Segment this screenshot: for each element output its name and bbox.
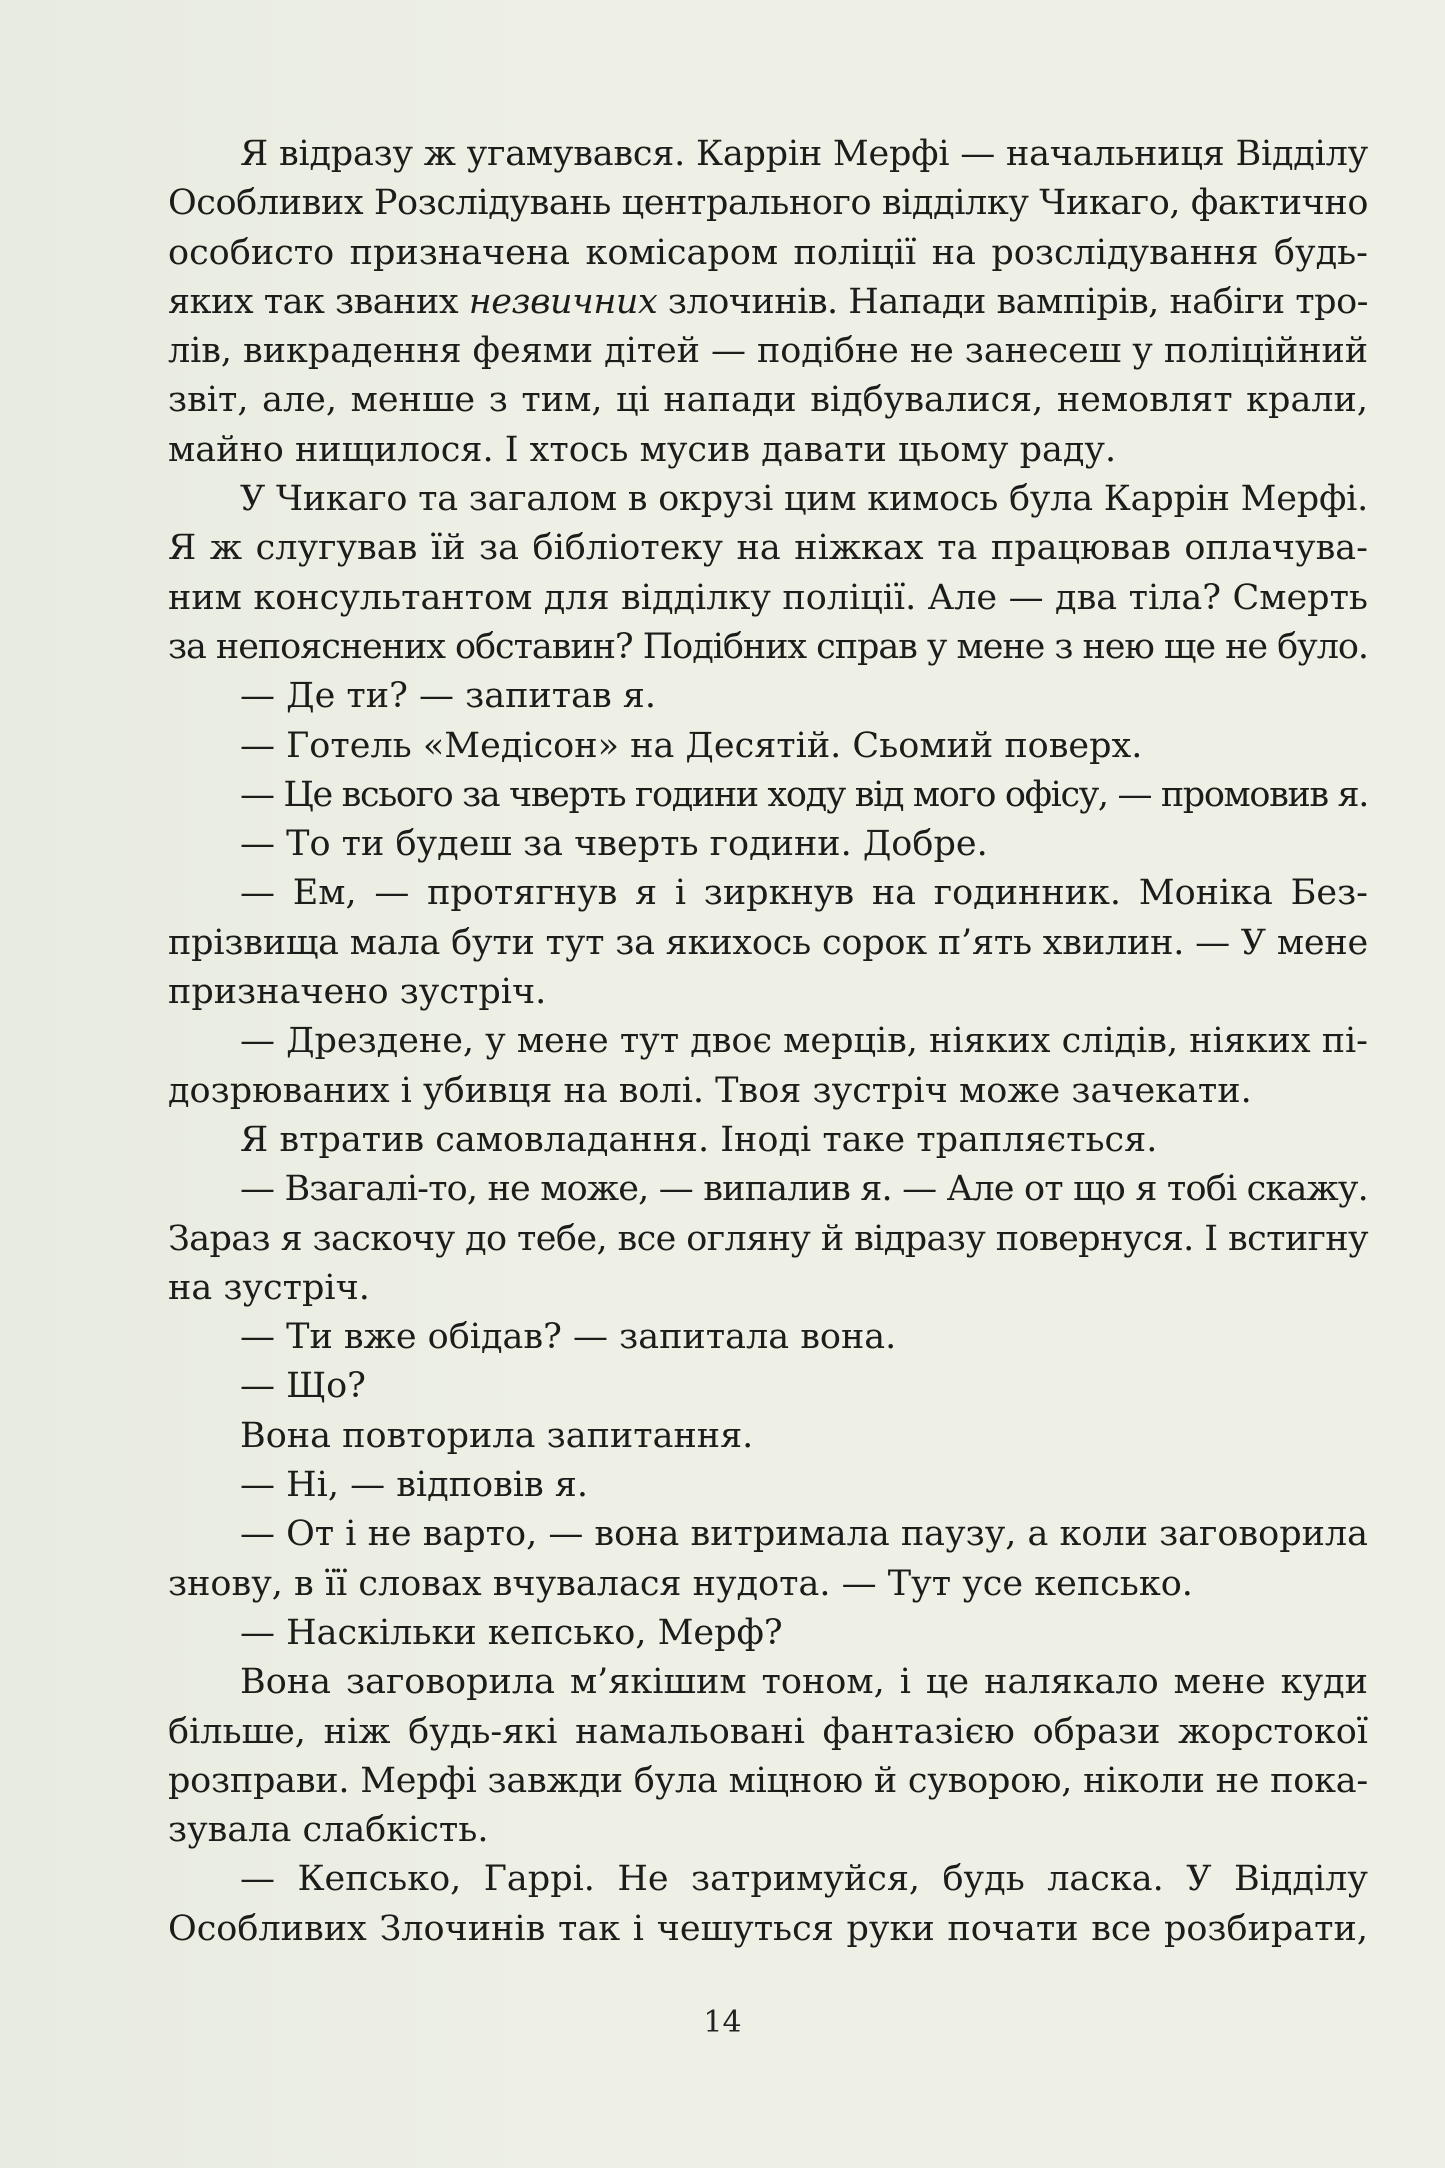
page-number: 14 <box>703 2005 742 2040</box>
text-line <box>168 278 1368 327</box>
text-line: майно нищилося. І хтось мусив давати цьому раду. <box>168 429 1117 470</box>
text-line: — Кепсько, Гаррі. Не затримуйся, будь ласка. У Відділу <box>240 1859 1368 1900</box>
text-line: — Дрездене, у мене тут двоє мерців, ніяких слідів, ніяких пі- <box>240 1021 1368 1062</box>
text-line: знову, в її словах вчувалася нудота. — Тут усе кепсько. <box>168 1563 1193 1604</box>
text-line: — Ні, — відповів я. <box>240 1465 589 1506</box>
text-line: більше, ніж будь-які намальовані фантазією образи жорстокої <box>168 1711 1368 1752</box>
text-line: зувала слабкість. <box>168 1810 489 1851</box>
text-line: Зараз я заскочу до тебе, все огляну й відразу повернуся. І встигну <box>168 1218 1368 1259</box>
text-line: за непояснених обставин? Подібних справ у мене з нею ще не було. <box>168 626 1368 667</box>
text-run: злочинів. Напади вампірів, набіги тро- <box>657 281 1368 322</box>
italic-term: незвичних <box>468 281 658 322</box>
text-line: — Ти вже обідав? — запитала вона. <box>240 1317 897 1358</box>
text-line: дозрюваних і убивця на волі. Твоя зустріч може зачекати. <box>168 1070 1252 1111</box>
text-line: — Ем, — протягнув я і зиркнув на годинник. Моніка Без- <box>240 873 1368 914</box>
text-line: — Готель «Медісон» на Десятій. Сьомий поверх. <box>240 725 1143 766</box>
text-line: — От і не варто, — вона витримала паузу, а коли заговорила <box>240 1514 1368 1555</box>
text-line: Я ж слугував їй за бібліотеку на ніжках та працював оплачува- <box>168 528 1368 569</box>
text-line: Я втратив самовладання. Іноді таке трапляється. <box>240 1119 1158 1160</box>
text-line: розправи. Мерфі завжди була міцною й суворою, ніколи не пока- <box>168 1760 1368 1801</box>
text-line: на зустріч. <box>168 1267 370 1308</box>
text-line: — Де ти? — запитав я. <box>240 676 657 717</box>
text-line: лів, викрадення феями дітей — подібне не занесеш у поліційний <box>168 331 1369 372</box>
text-run: яких так званих <box>168 281 469 322</box>
text-line: ним консультантом для відділку поліції. Але — два тіла? Смерть <box>168 577 1368 618</box>
text-line: — Взагалі-то, не може, — випалив я. — Але от що я тобі скажу. <box>240 1169 1368 1210</box>
text-line: особисто призначена комісаром поліції на розслідування будь- <box>168 232 1368 273</box>
text-line: Вона повторила запитання. <box>240 1415 754 1456</box>
text-line: — Що? <box>240 1366 366 1407</box>
text-line: Вона заговорила м’якішим тоном, і це налякало мене куди <box>240 1662 1368 1703</box>
body-text <box>168 130 1368 1954</box>
text-line: звіт, але, менше з тим, ці напади відбувалися, немовлят крали, <box>168 380 1368 421</box>
text-line: — Це всього за чверть години ходу від мого офісу, — промовив я. <box>240 774 1368 815</box>
text-line: У Чикаго та загалом в окрузі цим кимось була Каррін Мерфі. <box>240 479 1368 520</box>
text-line: призначено зустріч. <box>168 972 547 1013</box>
text-line: прізвища мала бути тут за якихось сорок п’ять хвилин. — У мене <box>168 922 1368 963</box>
text-line: Особливих Злочинів так і чешуться руки почати все розбирати, <box>168 1908 1368 1949</box>
text-line: Я відразу ж угамувався. Каррін Мерфі — начальниця Відділу <box>240 134 1368 174</box>
text-line: — Наскільки кепсько, Мерф? <box>240 1612 783 1653</box>
text-line: Особливих Розслідувань центрального відділку Чикаго, фактично <box>168 183 1368 224</box>
text-line: — То ти будеш за чверть години. Добре. <box>240 824 988 865</box>
